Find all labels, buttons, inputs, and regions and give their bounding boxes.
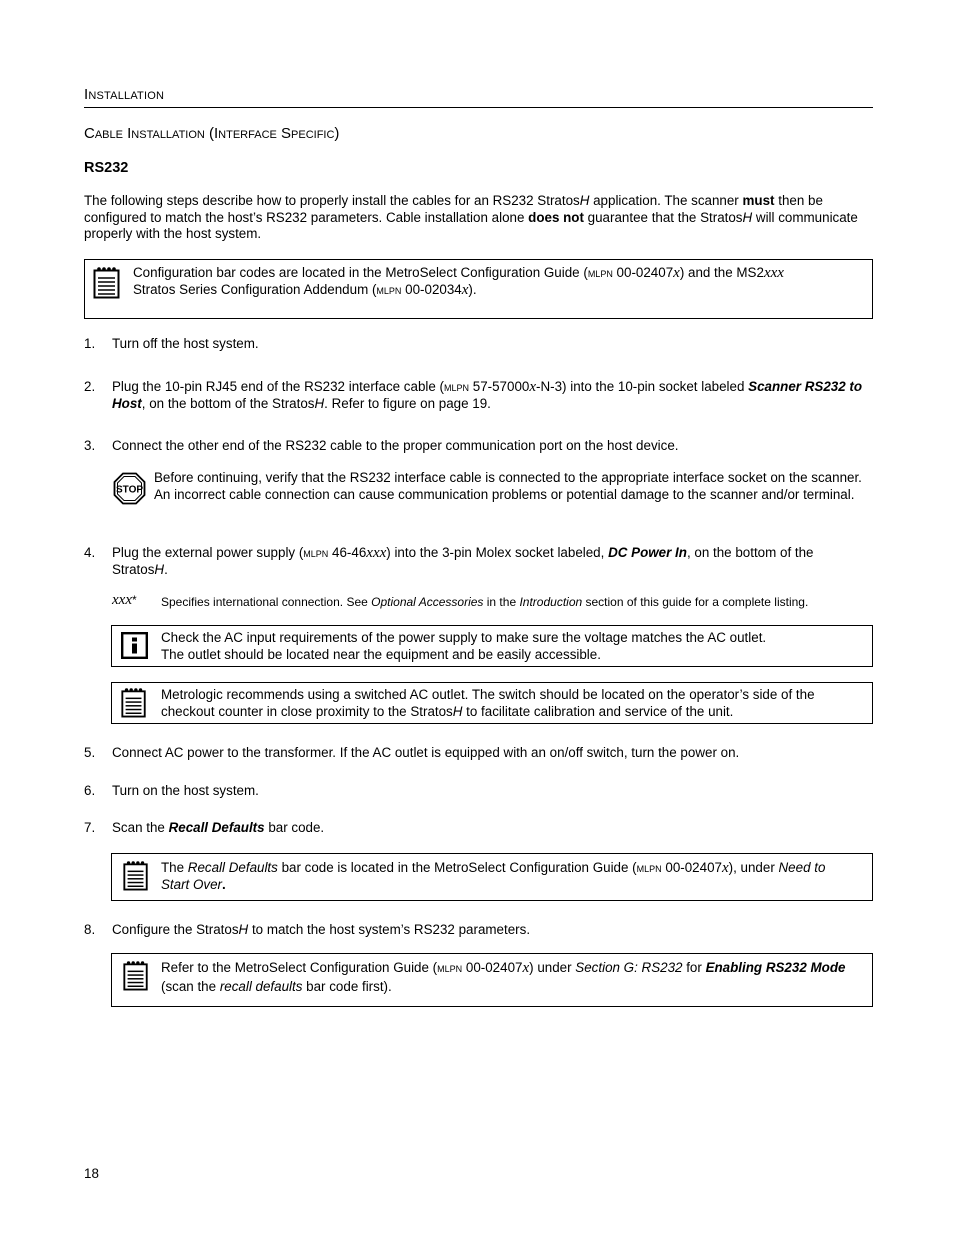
stop-note-text: Before continuing, verify that the RS232 interface cable is connected to the appropriate interface socket on the scanner. An incorrect cable connection can cause communication problems or potential damage to the scanner and/or terminal. bbox=[154, 470, 862, 502]
header-rule bbox=[84, 107, 873, 108]
step-number: 4. bbox=[84, 545, 96, 560]
step-4-text: Plug the external power supply (mlpn 46-46xxx) into the 3-pin Molex socket labeled, DC Power In, on the bottom of the StratosH. bbox=[112, 545, 814, 577]
info-icon bbox=[121, 632, 148, 659]
note-text: Metrologic recommends using a switched AC outlet. The switch should be located on the operator’s side of the checkout counter in close proximity to the StratosH to facilitate calibration and service of the unit. bbox=[161, 687, 815, 719]
note-box-enabling-rs232 bbox=[111, 953, 873, 1007]
note-box-config-guide bbox=[84, 259, 873, 319]
note-text: The Recall Defaults bar code is located in the MetroSelect Configuration Guide (mlpn 00-02407x), under Need to Start Over. bbox=[161, 860, 826, 892]
note-box-switched-outlet bbox=[111, 682, 873, 724]
info-text bbox=[161, 630, 866, 663]
step-6-text: Turn on the host system. bbox=[112, 783, 259, 798]
step-number: 5. bbox=[84, 745, 96, 760]
step-number: 1. bbox=[84, 336, 96, 351]
step-number: 2. bbox=[84, 379, 96, 394]
note-text: Configuration bar codes are located in the MetroSelect Configuration Guide (mlpn 00-02407x) and the MS2xxx Stratos Series Configuration Addendum (mlpn 00-02034x). bbox=[133, 265, 784, 298]
heading-rs232: RS232 bbox=[84, 160, 129, 176]
note-icon bbox=[120, 686, 148, 720]
step-3-text: Connect the other end of the RS232 cable to the proper communication port on the host device. bbox=[112, 438, 679, 453]
info-line: The outlet should be located near the equipment and be easily accessible. bbox=[161, 646, 601, 662]
page-number: 18 bbox=[84, 1166, 99, 1181]
note-icon bbox=[92, 266, 122, 300]
step-number: 6. bbox=[84, 783, 96, 798]
section-header: Installation bbox=[84, 86, 165, 103]
step-7-text: Scan the Recall Defaults bar code. bbox=[112, 820, 325, 835]
stop-sign-icon bbox=[113, 472, 146, 505]
info-line: Check the AC input requirements of the power supply to make sure the voltage matches the AC outlet. bbox=[161, 630, 767, 645]
info-box bbox=[111, 625, 873, 667]
svg-text:STOP: STOP bbox=[115, 484, 144, 496]
note-icon bbox=[122, 959, 150, 993]
note-icon bbox=[122, 859, 150, 893]
svg-text:i: i bbox=[134, 652, 135, 653]
footnote-text: Specifies international connection. See Optional Accessories in the Introduction section of this guide for a complete listing. bbox=[161, 595, 809, 609]
step-5-text: Connect AC power to the transformer. If the AC outlet is equipped with an on/off switch, turn the power on. bbox=[112, 745, 740, 760]
step-1-text: Turn off the host system. bbox=[112, 336, 259, 351]
footnote-mark: xxx* bbox=[112, 592, 137, 608]
step-8-text: Configure the StratosH to match the host system’s RS232 parameters. bbox=[112, 922, 531, 937]
step-2-text: Plug the 10-pin RJ45 end of the RS232 interface cable (mlpn 57-57000x-N-3) into the 10-pin socket labeled Scanner RS232 to Host, on the bottom of the StratosH. Refer to figure on page 19. bbox=[112, 379, 863, 411]
subsection-header: Cable Installation (Interface Specific) bbox=[84, 125, 340, 142]
intro-paragraph: The following steps describe how to properly install the cables for an RS232 StratosH application. The scanner must then be configured to match the host’s RS232 parameters. Cable installation alone does not guarantee that the StratosH will communicate properly with the host system. bbox=[84, 193, 858, 242]
step-number: 7. bbox=[84, 820, 96, 835]
step-number: 3. bbox=[84, 438, 96, 453]
note-box-recall-defaults bbox=[111, 853, 873, 901]
note-text: Refer to the MetroSelect Configuration Guide (mlpn 00-02407x) under Section G: RS232 for Enabling RS232 Mode (scan the recall defaults bar code first). bbox=[161, 960, 846, 994]
step-number: 8. bbox=[84, 922, 96, 937]
